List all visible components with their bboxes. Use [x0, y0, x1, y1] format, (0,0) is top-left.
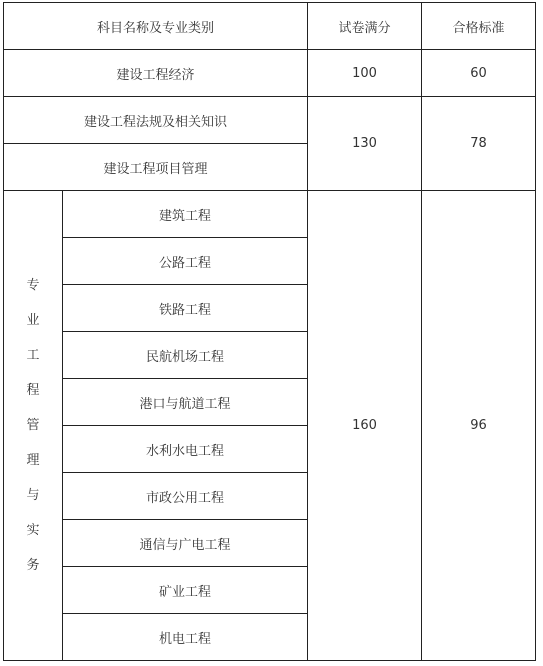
full-score-cell: 160 — [308, 191, 422, 661]
group-label-char: 实 — [26, 523, 40, 538]
specialty-cell: 港口与航道工程 — [63, 379, 308, 426]
table-row — [4, 50, 536, 97]
group-label-char: 务 — [26, 558, 40, 573]
passing-cell: 60 — [422, 50, 536, 97]
subject-cell: 建设工程项目管理 — [4, 144, 308, 191]
specialty-cell: 水利水电工程 — [63, 426, 308, 473]
table-row — [4, 97, 536, 144]
specialty-cell: 民航机场工程 — [63, 332, 308, 379]
group-label-char: 程 — [26, 383, 40, 398]
exam-score-table — [3, 2, 536, 661]
subject-cell: 建设工程法规及相关知识 — [4, 97, 308, 144]
specialty-cell: 机电工程 — [63, 614, 308, 661]
subject-cell: 建设工程经济 — [4, 50, 308, 97]
header-row — [4, 3, 536, 50]
group-label-char: 管 — [26, 418, 40, 433]
specialty-cell: 市政公用工程 — [63, 473, 308, 520]
header-subject-category: 科目名称及专业类别 — [4, 3, 308, 50]
group-label-char: 理 — [26, 453, 40, 468]
professional-group-label — [4, 191, 63, 661]
full-score-cell: 130 — [308, 97, 422, 191]
passing-cell: 96 — [422, 191, 536, 661]
specialty-cell: 建筑工程 — [63, 191, 308, 238]
specialty-cell: 通信与广电工程 — [63, 520, 308, 567]
passing-cell: 78 — [422, 97, 536, 191]
header-passing-standard: 合格标准 — [422, 3, 536, 50]
group-label-char: 与 — [26, 488, 40, 503]
group-label-char: 业 — [26, 313, 40, 328]
specialty-cell: 矿业工程 — [63, 567, 308, 614]
group-label-char: 专 — [26, 278, 40, 293]
table-row — [4, 191, 536, 238]
full-score-cell: 100 — [308, 50, 422, 97]
specialty-cell: 公路工程 — [63, 238, 308, 285]
header-full-score: 试卷满分 — [308, 3, 422, 50]
group-label-char: 工 — [26, 348, 40, 363]
specialty-cell: 铁路工程 — [63, 285, 308, 332]
